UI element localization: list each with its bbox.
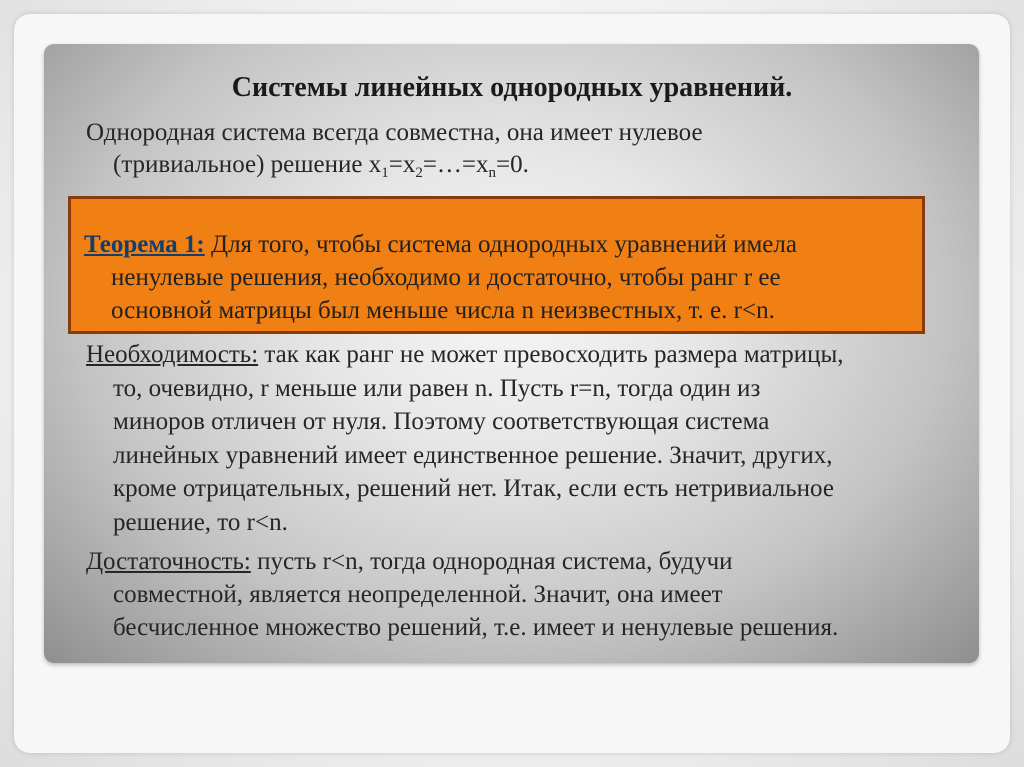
- sufficiency-line: совместной, является неопределенной. Значит, она имеет: [113, 581, 723, 608]
- equation-end: =0.: [496, 151, 529, 178]
- intro-line-2: [86, 149, 946, 181]
- sufficiency-paragraph: [86, 545, 966, 644]
- theorem-paragraph: [84, 228, 924, 327]
- necessity-line: кроме отрицательных, решений нет. Итак, если есть нетривиальное: [113, 475, 834, 502]
- necessity-line: миноров отличен от нуля. Поэтому соответствующая система: [113, 408, 770, 435]
- theorem-label: Теорема 1:: [84, 231, 205, 258]
- slide-title-text: Системы линейных однородных уравнений.: [231, 72, 793, 103]
- slide-title: [0, 72, 1024, 104]
- subscript-2: 2: [415, 165, 423, 181]
- sufficiency-line-1: [86, 545, 966, 578]
- intro-paragraph: [86, 117, 946, 181]
- equation-part-1: =x: [388, 151, 416, 178]
- sufficiency-line: бесчисленное множество решений, т.е. имеет и ненулевые решения.: [113, 614, 839, 641]
- sufficiency-label: Достаточность:: [86, 548, 251, 575]
- subscript-1: 1: [381, 165, 389, 181]
- intro-line-2-prefix: (тривиальное) решение x: [113, 151, 382, 178]
- sufficiency-line-1-rest: пусть r<n, тогда однородная система, будучи: [250, 548, 733, 575]
- theorem-line-1: [84, 228, 924, 261]
- theorem-line-3: основной матрицы был меньше числа n неизвестных, т. е. r<n.: [111, 297, 775, 324]
- necessity-paragraph: [86, 338, 966, 539]
- subscript-n: n: [488, 165, 497, 181]
- necessity-line-1: [86, 338, 966, 372]
- necessity-line: решение, то r<n.: [113, 508, 288, 536]
- theorem-line-2: ненулевые решения, необходимо и достаточно, чтобы ранг r ее: [111, 264, 781, 291]
- necessity-line-1-rest: так как ранг не может превосходить размера матрицы,: [258, 341, 844, 368]
- necessity-label: Необходимость:: [86, 341, 259, 368]
- equation-part-2: =…=x: [422, 151, 489, 178]
- necessity-line: линейных уравнений имеет единственное решение. Значит, других,: [113, 441, 833, 469]
- intro-line-1: Однородная система всегда совместна, она имеет нулевое: [86, 119, 703, 146]
- theorem-line-1-rest: Для того, чтобы система однородных уравнений имела: [204, 231, 797, 258]
- necessity-line: то, очевидно, r меньше или равен n. Пусть r=n, тогда один из: [113, 374, 761, 402]
